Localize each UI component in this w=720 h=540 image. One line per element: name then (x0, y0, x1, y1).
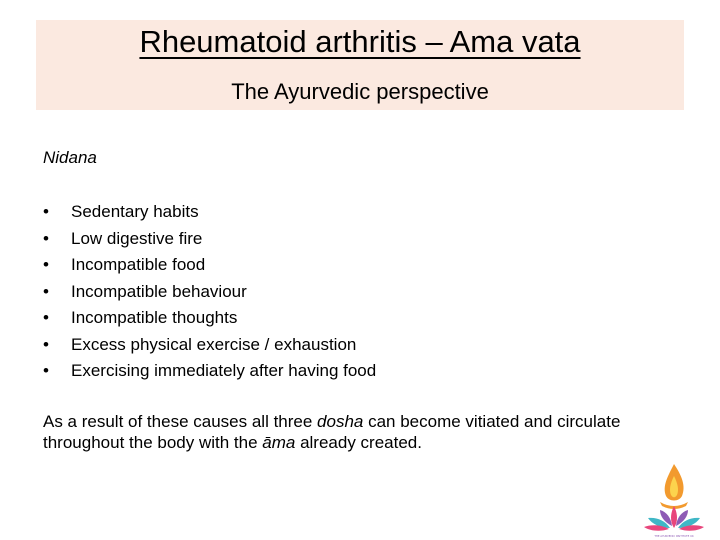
bullet-dot-icon: • (43, 281, 49, 301)
summary-part-2: can become vitiated and circulate throughout the body with the (43, 412, 621, 452)
bullet-dot-icon: • (43, 308, 49, 327)
logo-caption: THE AYURVEDIC INSTITUTE UK (654, 535, 694, 538)
cause-text: Incompatible thoughts (71, 308, 238, 327)
cause-text: Excess physical exercise / exhaustion (71, 334, 357, 354)
lamp-lotus-logo (642, 462, 706, 540)
bullet-dot-icon: • (43, 202, 49, 221)
summary-part-3: already created. (295, 433, 422, 452)
petal-center (671, 506, 677, 528)
bullet-dot-icon: • (43, 361, 49, 380)
summary-part-1: As a result of these causes all three (43, 412, 318, 431)
cause-text: Incompatible food (71, 255, 206, 274)
summary-text (43, 411, 673, 453)
summary-emphasis-ama: āma (262, 433, 296, 452)
bullet-dot-icon: • (43, 334, 49, 354)
cause-text: Exercising immediately after having food (71, 361, 377, 380)
section-heading: Nidana (43, 148, 97, 167)
cause-text: Sedentary habits (71, 202, 199, 221)
slide-subtitle: The Ayurvedic perspective (231, 79, 489, 104)
summary-emphasis-dosha: dosha (317, 412, 364, 431)
header-band (36, 20, 684, 110)
bullet-dot-icon: • (43, 228, 49, 248)
slide-title: Rheumatoid arthritis – Ama vata (139, 24, 581, 59)
bullet-dot-icon: • (43, 255, 49, 274)
cause-text: Incompatible behaviour (71, 281, 247, 301)
cause-text: Low digestive fire (71, 228, 203, 248)
